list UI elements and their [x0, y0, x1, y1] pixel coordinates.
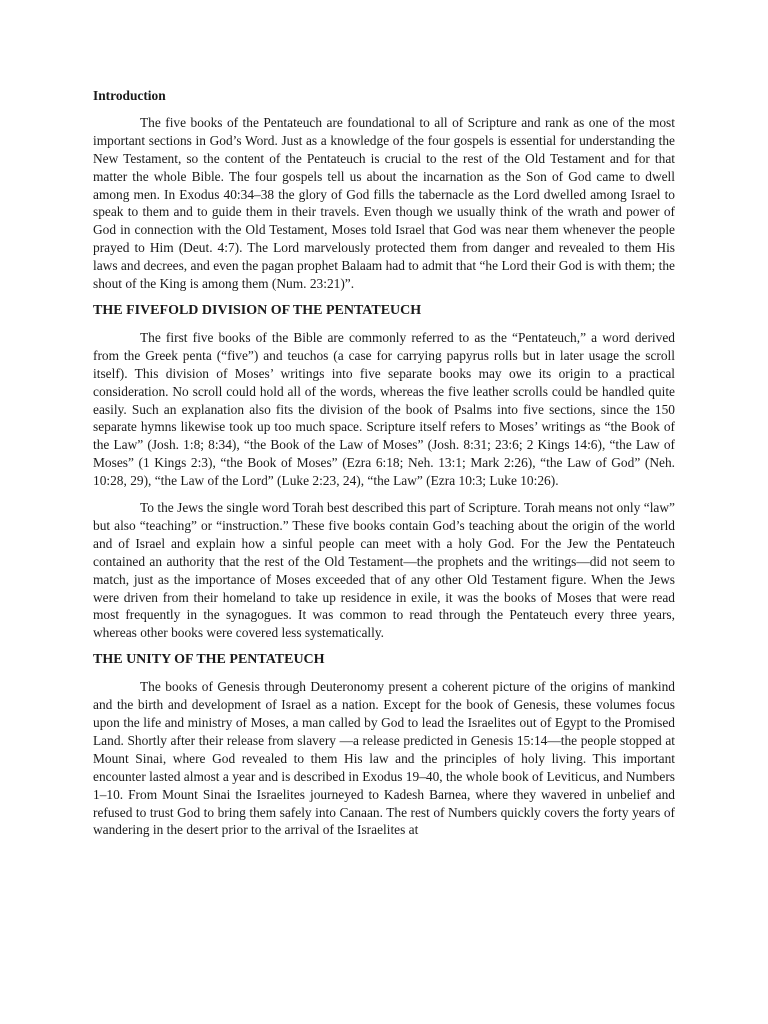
intro-heading: Introduction [93, 88, 166, 103]
section-heading-fivefold-division: THE FIVEFOLD DIVISION OF THE PENTATEUCH [93, 302, 422, 318]
fivefold-paragraph-1: The first five books of the Bible are commonly referred to as the “Pentateuch,” a word derived from the Greek penta (“five”) and teuchos (a case for carrying papyrus rolls but in later usage the scroll itself). This division of Moses’ writings into five separate books may owe its origin to a practical consideration. No scroll could hold all of the words, whereas the five leather scrolls could be handled quite easily. Such an explanation also fits the division of the book of Psalms into five sections, since the 150 separate hymns likewise took up too much space. Scripture itself refers to Moses’ writings as “the Book of the Law” (Josh. 1:8; 8:34), “the Book of the Law of Moses” (Josh. 8:31; 23:6; 2 Kings 14:6), “the Law of Moses” (1 Kings 2:3), “the Book of Moses” (Ezra 6:18; Neh. 13:1; Mark 2:26), “the Law of God” (Neh. 10:28, 29), “the Law of the Lord” (Luke 2:23, 24), “the Law” (Ezra 10:3; Luke 10:26). [93, 329, 675, 489]
fivefold-paragraph-2: To the Jews the single word Torah best described this part of Scripture. Torah means not only “law” but also “teaching” or “instruction.” These five books contain God’s teaching about the origin of the world and of Israel and explain how a sinful people can meet with a holy God. For the Jew the Pentateuch contained an authority that the rest of the Old Testament—the prophets and the writings—did not seem to match, just as the importance of Moses exceeded that of any other Old Testament figure. When the Jews were driven from their homeland to take up residence in exile, it was the books of Moses that were read most frequently in the synagogues. It was common to read through the Pentateuch every three years, whereas other books were covered less systematically. [93, 500, 675, 641]
intro-paragraph: The five books of the Pentateuch are foundational to all of Scripture and rank as one of the most important sections in God’s Word. Just as a knowledge of the four gospels is essential for understanding the New Testament, so the content of the Pentateuch is crucial to the rest of the Old Testament and for that matter the whole Bible. The four gospels tell us about the incarnation as the Son of God came to dwell among men. In Exodus 40:34–38 the glory of God fills the tabernacle as the Lord dwelled among Israel to speak to them and to guide them in their travels. Even though we usually think of the wrath and power of God in connection with the Old Testament, Moses told Israel that God was near them whenever the people prayed to Him (Deut. 4:7). The Lord marvelously protected them from danger and revealed to them His laws and decrees, and even the pagan prophet Balaam had to admit that “he Lord their God is with them; the shout of the King is among them (Num. 23:21)”. [93, 114, 675, 292]
document-page [93, 87, 675, 848]
unity-paragraph-1: The books of Genesis through Deuteronomy present a coherent picture of the origins of mankind and the birth and development of Israel as a nation. Except for the book of Genesis, these volumes focus upon the life and ministry of Moses, a man called by God to lead the Israelites out of Egypt to the Promised Land. Shortly after their release from slavery —a release predicted in Genesis 15:14—the people stopped at Mount Sinai, where God revealed to them His law and the principles of holy living. This important encounter lasted almost a year and is described in Exodus 19–40, the whole book of Leviticus, and Numbers 1–10. From Mount Sinai the Israelites journeyed to Kadesh Barnea, where they wavered in unbelief and refused to trust God to bring them safely into Canaan. The rest of Numbers quickly covers the forty years of wandering in the desert prior to the arrival of the Israelites at [93, 679, 675, 838]
section-heading-unity: THE UNITY OF THE PENTATEUCH [93, 652, 325, 668]
